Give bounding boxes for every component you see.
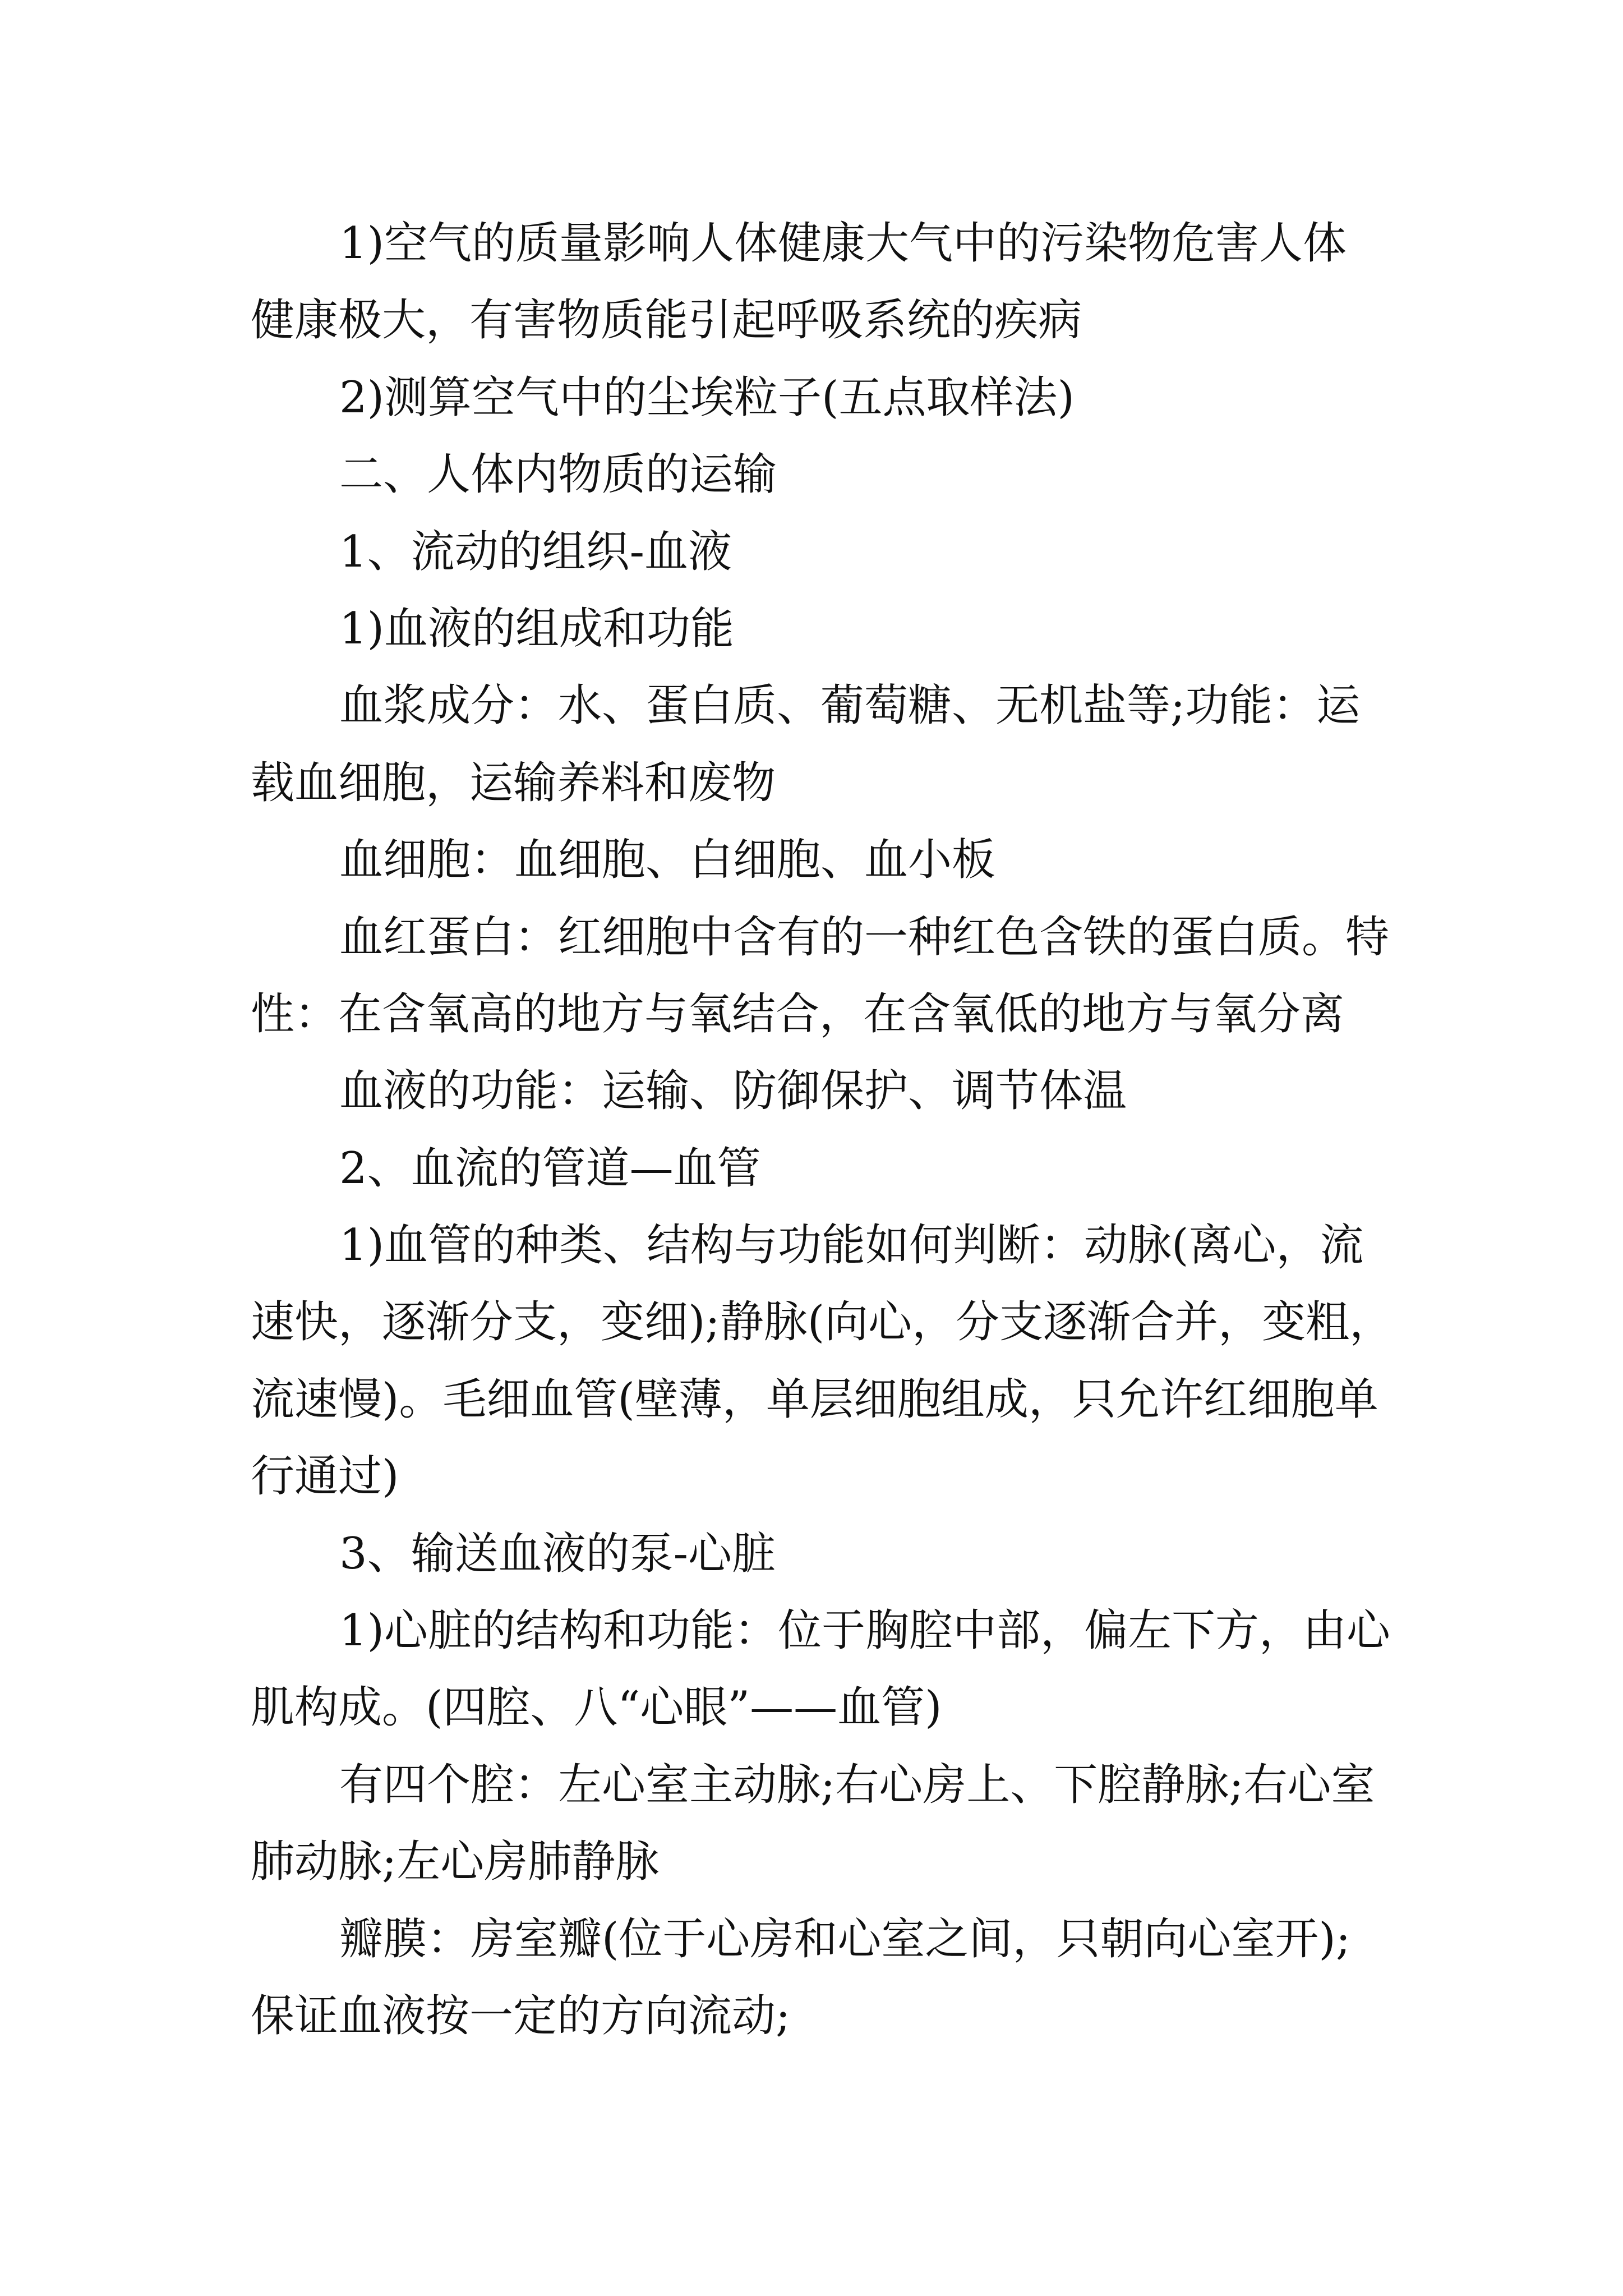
document-body: [251, 205, 1394, 2055]
subsection-heading-text: 2、血流的管道—血管: [339, 1143, 761, 1194]
paragraph-line: 肺动脉;左心房肺静脉: [251, 1837, 660, 1888]
paragraph-line: 性：在含氧高的地方与氧结合，在含氧低的地方与氧分离: [251, 988, 1345, 1039]
paragraph-line: 1)血液的组成和功能: [339, 603, 735, 654]
paragraph-line: 速快，逐渐分支，变细);静脉(向心，分支逐渐合并，变粗，: [251, 1297, 1394, 1348]
paragraph: [251, 1747, 1389, 1901]
paragraph: [251, 360, 1389, 436]
subsection-heading-text: 1、流动的组织-血液: [339, 526, 732, 577]
paragraph: [251, 899, 1389, 1053]
paragraph: [251, 1901, 1389, 2055]
paragraph-line: 载血细胞，运输养料和废物: [251, 757, 776, 808]
paragraph-line: 瓣膜：房室瓣(位于心房和心室之间，只朝向心室开);: [339, 1913, 1351, 1964]
paragraph: [251, 1207, 1394, 1516]
paragraph-line: 行通过): [251, 1451, 399, 1502]
paragraph-line: 流速慢)。毛细血管(壁薄，单层细胞组成，只允许红细胞单: [251, 1374, 1378, 1425]
paragraph-line: 1)心脏的结构和功能：位于胸腔中部，偏左下方，由心: [339, 1605, 1391, 1657]
paragraph: [251, 205, 1389, 360]
paragraph: [251, 1593, 1389, 1747]
paragraph: [251, 591, 1389, 668]
subsection-heading: [251, 514, 1389, 591]
subsection-heading: [251, 1130, 1389, 1207]
subsection-heading: [251, 1516, 1389, 1593]
paragraph-line: 有四个腔：左心室主动脉;右心房上、下腔静脉;右心室: [339, 1759, 1375, 1810]
section-heading-text: 二、人体内物质的运输: [339, 449, 777, 500]
paragraph-line: 血细胞：血细胞、白细胞、血小板: [339, 835, 996, 886]
paragraph-line: 血液的功能：运输、防御保护、调节体温: [339, 1066, 1127, 1117]
section-heading: [251, 436, 1389, 513]
paragraph-line: 血浆成分：水、蛋白质、葡萄糖、无机盐等;功能：运: [339, 680, 1361, 731]
paragraph-line: 保证血液按一定的方向流动;: [251, 1990, 791, 2041]
subsection-heading-text: 3、输送血液的泵-心脏: [339, 1528, 776, 1579]
paragraph-line: 2)测算空气中的尘埃粒子(五点取样法): [339, 372, 1075, 423]
paragraph-line: 1)血管的种类、结构与功能如何判断：动脉(离心，流: [339, 1220, 1364, 1271]
paragraph: [251, 822, 1389, 899]
paragraph-line: 健康极大，有害物质能引起呼吸系统的疾病: [251, 295, 1082, 346]
paragraph: [251, 668, 1389, 822]
paragraph-line: 血红蛋白：红细胞中含有的一种红色含铁的蛋白质。特: [339, 912, 1390, 963]
paragraph-line: 1)空气的质量影响人体健康大气中的污染物危害人体: [339, 218, 1347, 269]
paragraph-line: 肌构成。(四腔、八“心眼”——血管): [251, 1682, 942, 1733]
paragraph: [251, 1053, 1389, 1130]
